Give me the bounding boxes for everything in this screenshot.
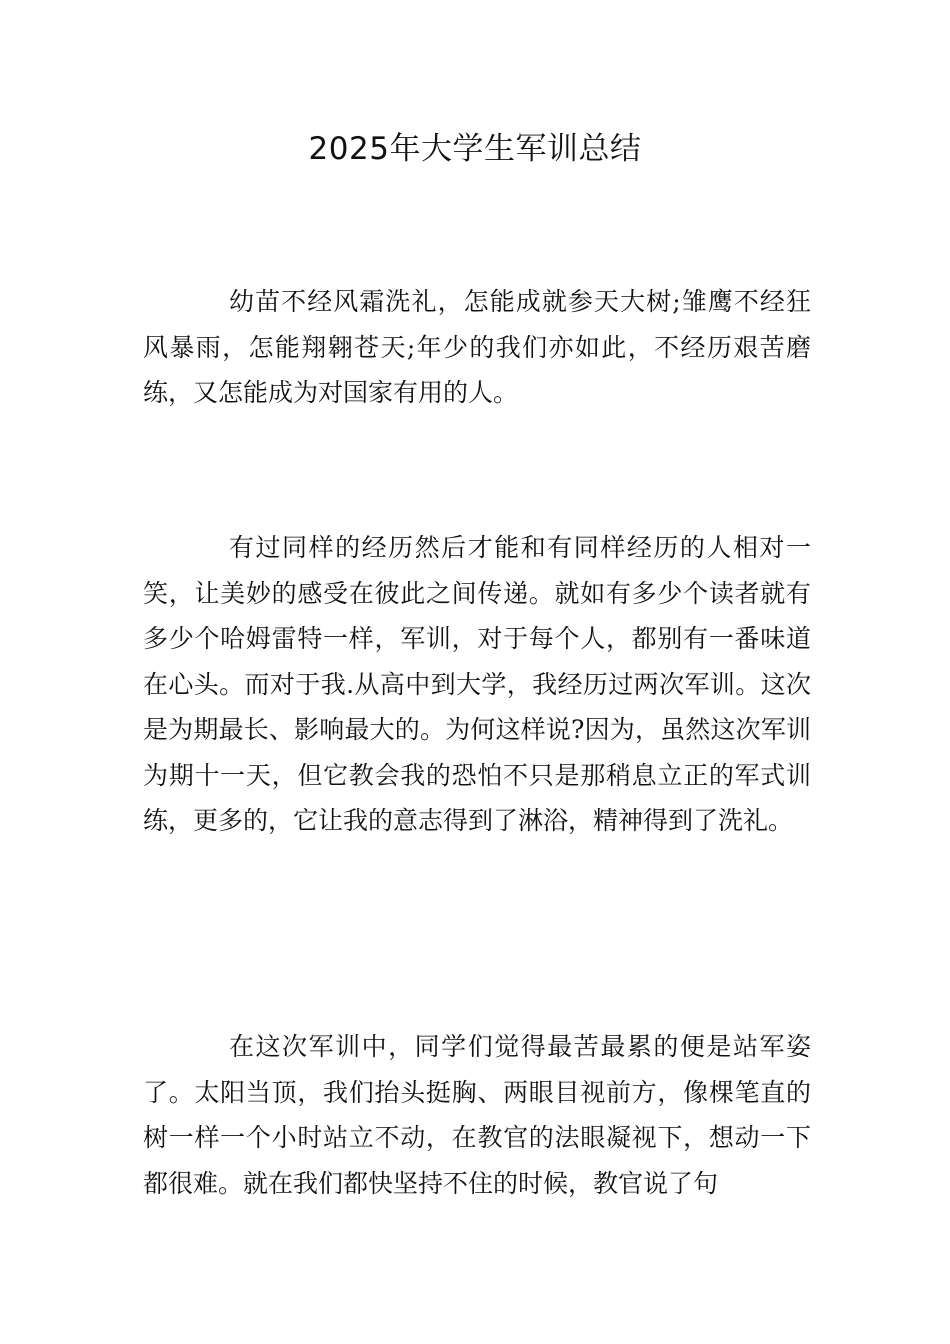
paragraph-1: 幼苗不经风霜洗礼，怎能成就参天大树;雏鹰不经狂风暴雨，怎能翔翱苍天;年少的我们亦如此，不经历艰苦磨练，又怎能成为对国家有用的人。 (143, 287, 811, 407)
document-title: 2025年大学生军训总结 (308, 131, 642, 167)
paragraph-3: 在这次军训中，同学们觉得最苦最累的便是站军姿了。太阳当顶，我们抬头挺胸、两眼目视前方，像棵笔直的树一样一个小时站立不动，在教官的法眼凝视下，想动一下都很难。就在我们都快坚持不住的时候，教官说了句 (143, 1032, 811, 1198)
paragraph-2: 有过同样的经历然后才能和有同样经历的人相对一笑，让美妙的感受在彼此之间传递。就如有多少个读者就有多少个哈姆雷特一样，军训，对于每个人，都别有一番味道在心头。而对于我.从高中到大学，我经历过两次军训。这次是为期最长、影响最大的。为何这样说?因为，虽然这次军训为期十一天，但它教会我的恐怕不只是那稍息立正的军式训练，更多的，它让我的意志得到了淋浴，精神得到了洗礼。 (143, 533, 811, 835)
